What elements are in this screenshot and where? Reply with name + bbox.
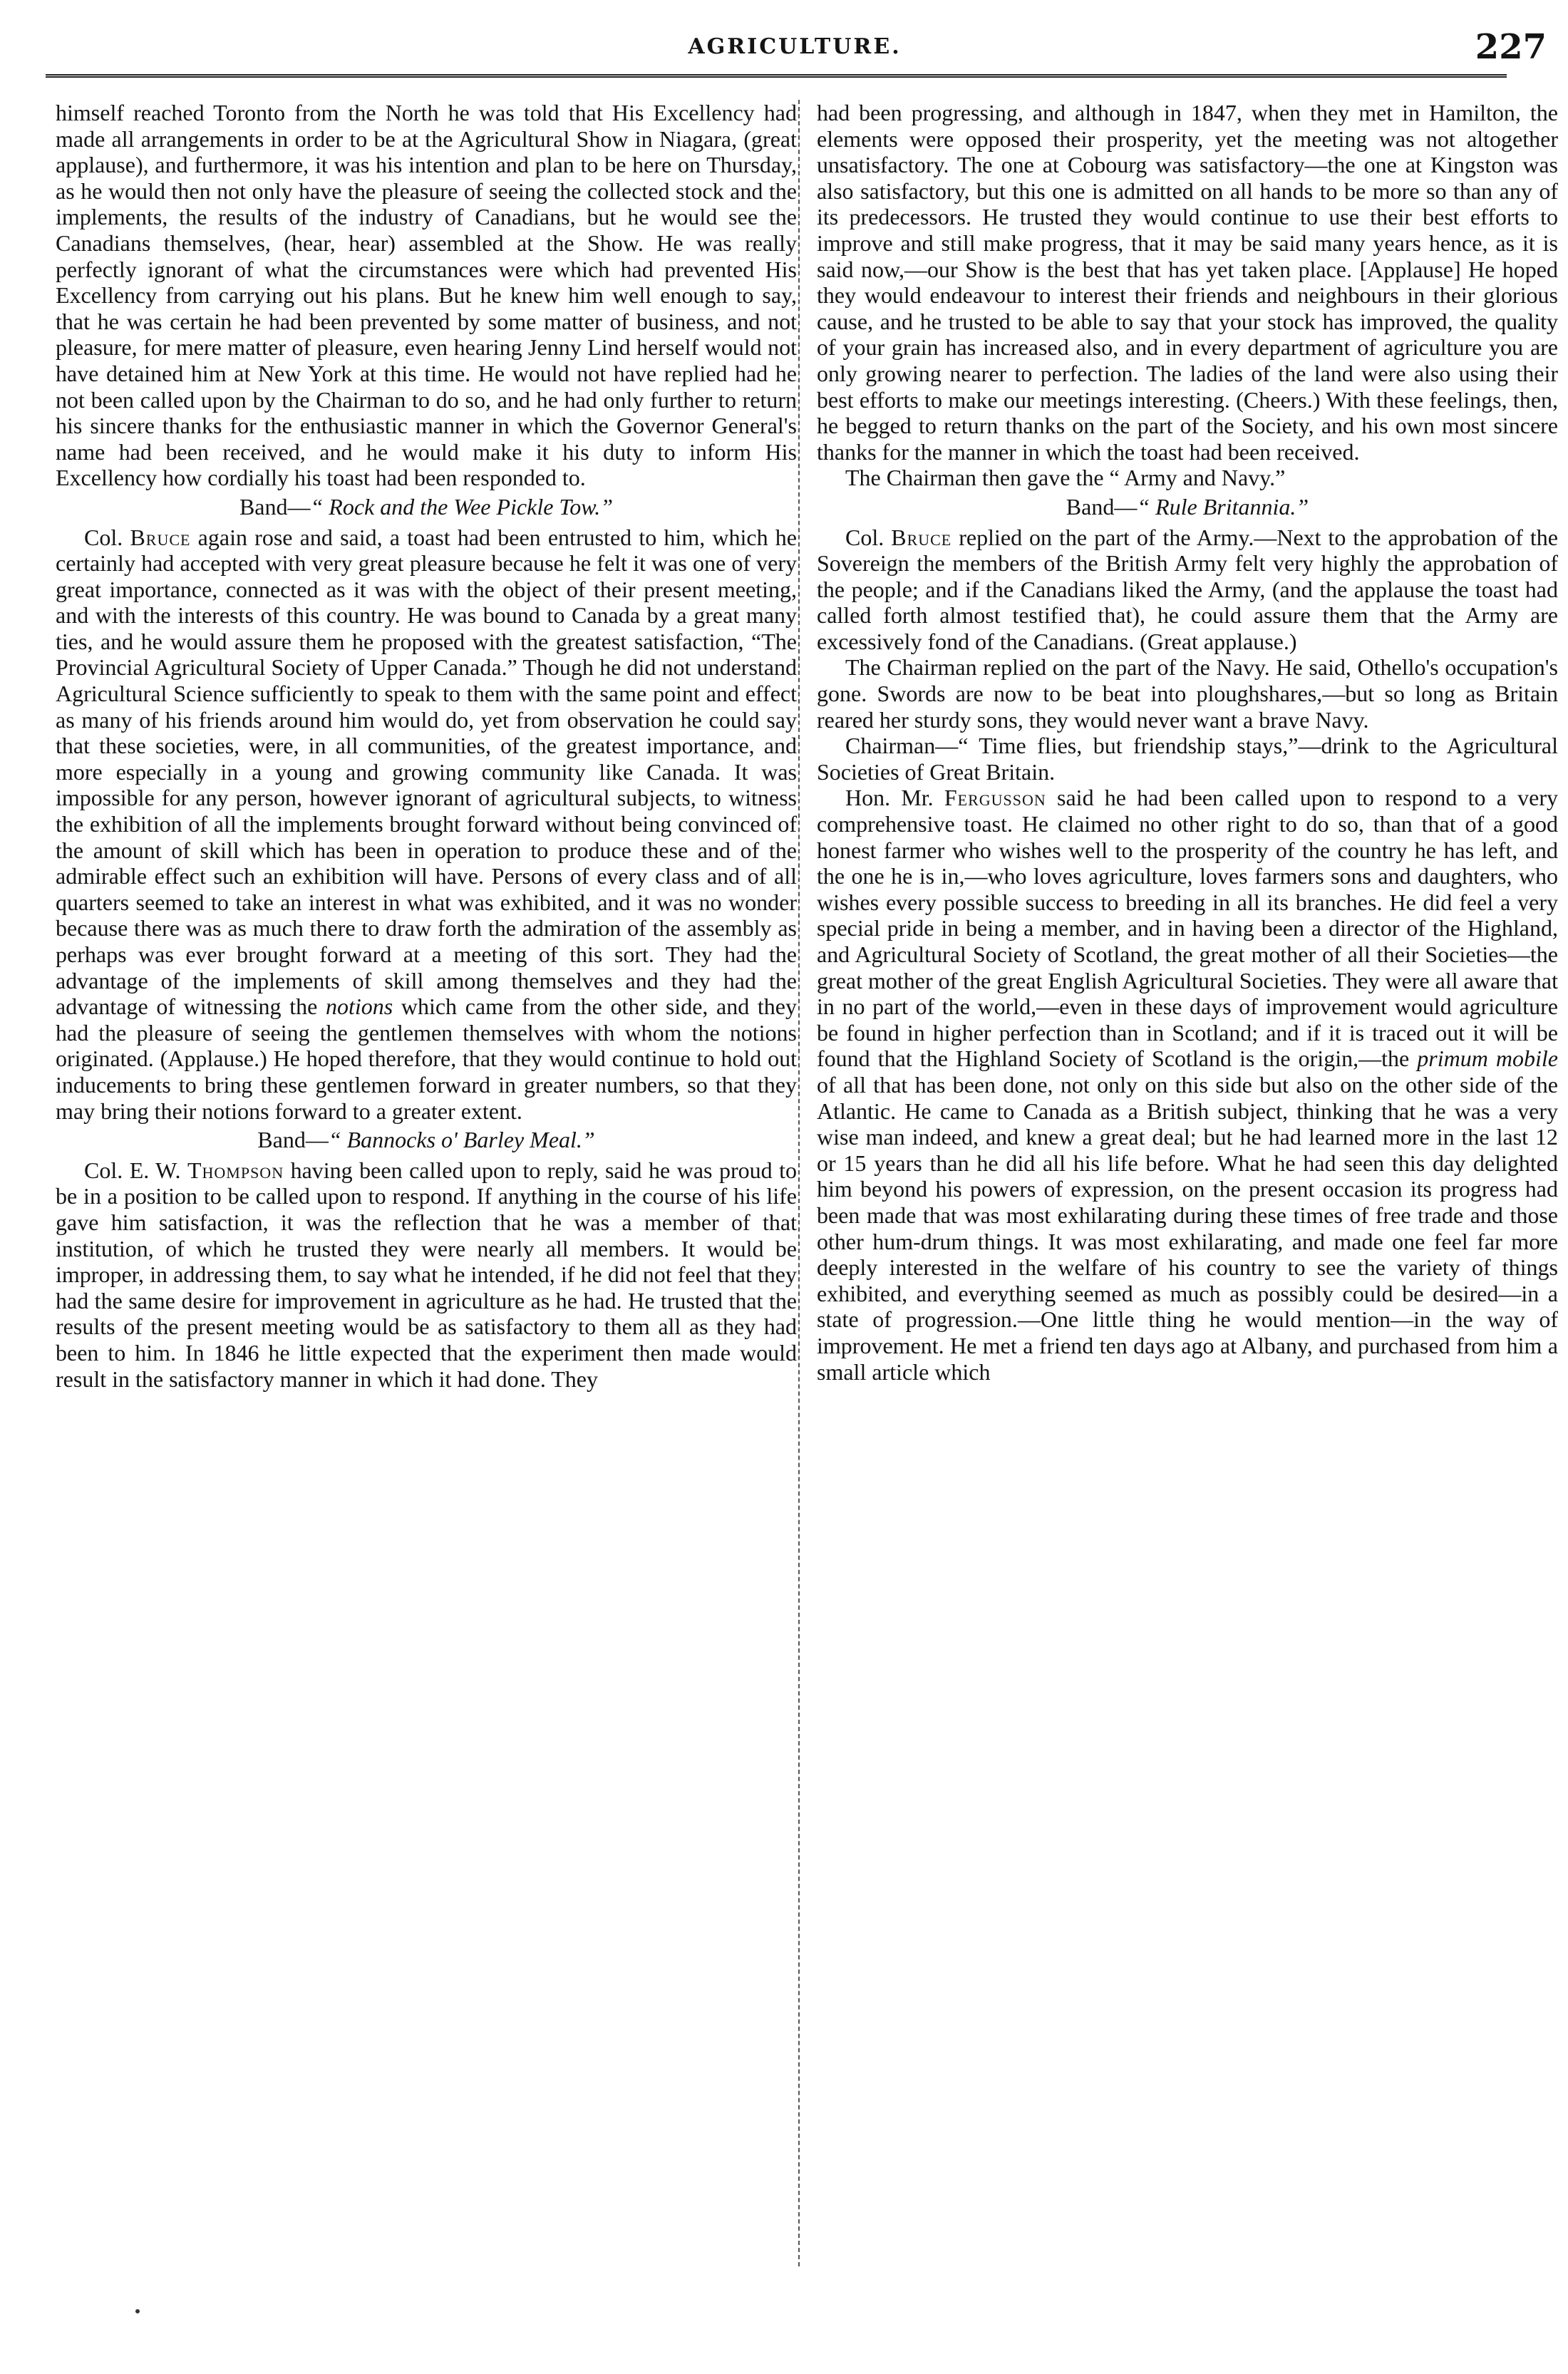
italic-text: notions bbox=[325, 994, 393, 1020]
running-title: AGRICULTURE. bbox=[688, 34, 902, 59]
text-run: replied on the part of the Army.—Next to the approbation of the Sovereign the members of the British Army felt very highly the approbation of the people; and if the Canadians liked the Army, (and the applause the toast had called forth almost testified that), he could assure them that the Army are excessively fond of the Canadians. (Great applause.) bbox=[817, 524, 1558, 654]
text-run: Hon. Mr. bbox=[845, 785, 944, 811]
running-head bbox=[43, 27, 1547, 74]
ink-dot bbox=[135, 2309, 140, 2313]
band-tune-title: “ Bannocks o' Barley Meal.” bbox=[328, 1127, 595, 1153]
italic-text: primum mobile bbox=[1417, 1046, 1558, 1072]
text-run: had been progressing, and although in 1847, when they met in Hamilton, the elements were opposed their prosperity, yet the meeting was not altogether unsatisfactory. The one at Cobourg was satisfactory—the one at Kingston was also satisfactory, but this one is admitted on all hands to be more so than any of its predecessors. He trusted they would continue to use their best efforts to improve and still make progress, that it may be said many years hence, as it is said now,—our Show is the best that has yet taken place. [Applause] He hoped they would endeavour to interest their friends and neighbours in their glorious cause, and he trusted to be able to say that your stock has improved, the quality of your grain has increased also, and in every department of agriculture you are only growing nearer to perfection. The ladies of the land were also using their best efforts to make our meetings interesting. (Cheers.) With these feelings, then, he begged to return thanks on the part of the Society, and his own most sincere thanks for the manner in which the toast had been received. bbox=[817, 100, 1558, 465]
speaker-name: Bruce bbox=[130, 524, 191, 550]
text-run: Chairman—“ Time flies, but friendship stays,”—drink to the Agricultural Societies of Great Britain. bbox=[817, 733, 1558, 785]
text-run: having been called upon to reply, said he was proud to be in a position to be called upon to respond. If anything in the course of his life gave him satisfaction, it was the reflection that he was a member of that institution, of which he trusted they were nearly all members. It would be improper, in addressing them, to say what he intended, if he did not feel that they had the same desire for improvement in agriculture as he had. He trusted that the results of the present meeting would be as satisfactory to them all as they had been to him. In 1846 he little expected that the experiment then made would result in the satisfactory manner in which it had done. They bbox=[56, 1157, 797, 1392]
band-prefix: Band— bbox=[1066, 493, 1138, 520]
band-line bbox=[817, 494, 1558, 520]
band-prefix: Band— bbox=[239, 493, 311, 520]
speaker-name: Thompson bbox=[187, 1157, 284, 1183]
paragraph bbox=[817, 465, 1558, 491]
paragraph bbox=[817, 525, 1558, 655]
text-run: The Chairman then gave the “ Army and Navy.” bbox=[845, 465, 1286, 491]
paragraph bbox=[56, 1157, 797, 1392]
text-run: himself reached Toronto from the North he was told that His Excellency had made all arrangements in order to be at the Agricultural Show in Niagara, (great applause), and furthermore, it was his intention and plan to be here on Thursday, as he would then not only have the pleasure of seeing the collected stock and the implements, the results of the industry of Canadians, but he would see the Canadians themselves, (hear, hear) assembled at the Show. He was really perfectly ignorant of what the circumstances were which had prevented His Excellency from carrying out his plans. But he knew him well enough to say, that he was certain he had been prevented by some matter of business, and not pleasure, for mere matter of pleasure, even hearing Jenny Lind herself would not have detained him at New York at this time. He would not have replied had he not been called upon by the Chairman to do so, and he had only further to return his sincere thanks for the enthusiastic manner in which the Governor General's name had been received, and he would make it his duty to inform His Excellency how cordially his toast had been responded to. bbox=[56, 100, 797, 491]
text-run: Col. E. W. bbox=[84, 1157, 187, 1183]
paragraph bbox=[817, 785, 1558, 1385]
paragraph bbox=[817, 654, 1558, 733]
paragraph bbox=[56, 100, 797, 491]
text-run: Col. bbox=[84, 524, 130, 550]
speaker-name: Bruce bbox=[891, 524, 952, 550]
band-tune-title: “ Rock and the Wee Pickle Tow.” bbox=[310, 493, 614, 520]
paragraph bbox=[817, 733, 1558, 785]
column-divider bbox=[798, 100, 800, 2266]
band-line bbox=[56, 1127, 797, 1153]
page-number: 227 bbox=[1475, 27, 1547, 67]
text-run: The Chairman replied on the part of the Navy. He said, Othello's occupation's gone. Swords are now to be beat into ploughshares,—but so long as Britain reared her sturdy sons, they would never want a brave Navy. bbox=[817, 654, 1558, 733]
text-run: which came from the other side, and they had the pleasure of seeing the gentlemen themselves with whom the notions originated. (Applause.) He hoped therefore, that they would continue to hold out inducements to bring these gentlemen forward in greater numbers, so that they may bring their notions forward to a greater extent. bbox=[56, 994, 797, 1124]
left-column bbox=[56, 100, 797, 2274]
text-run: said he had been called upon to respond to a very comprehensive toast. He claimed no other right to do so, than that of a good honest farmer who wishes well to the prosperity of the country he has left, and the one he is in,—who loves agriculture, loves farmers sons and daughters, who wishes every possible success to breeding in all its branches. He did feel a very special pride in being a member, and in having been a director of the Highland, and Agricultural Society of Scotland, the great mother of all their Societies—the great mother of the great English Agricultural Societies. They were all aware that in no part of the world,—even in these days of improvement would agriculture be found in higher perfection than in Scotland; and if it is traced out it will be found that the Highland Society of Scotland is the origin,—the bbox=[817, 785, 1558, 1072]
band-prefix: Band— bbox=[257, 1127, 329, 1153]
text-run: Col. bbox=[845, 524, 892, 550]
right-column bbox=[817, 100, 1558, 2274]
band-tune-title: “ Rule Britannia.” bbox=[1137, 493, 1309, 520]
header-rule bbox=[46, 74, 1507, 78]
band-line bbox=[56, 494, 797, 520]
text-run: of all that has been done, not only on this side but also on the other side of the Atlantic. He came to Canada as a British subject, thinking that he was a very wise man indeed, and knew a great deal; but he had learned more in the last 12 or 15 years than he did all his life before. What he had seen this day delighted him beyond his powers of expression, on the present occasion its progress had been made that was most exhilarating during these times of free trade and those other hum-drum things. It was most exhilarating, and made one feel far more deeply interested in the welfare of his country to see the variety of things exhibited, and everything seemed as much as possibly could be desired—in a state of progression.—One little thing he would mention—in the way of improvement. He met a friend ten days ago at Albany, and purchased from him a small article which bbox=[817, 1071, 1558, 1385]
speaker-name: Fergusson bbox=[944, 785, 1046, 811]
paragraph bbox=[56, 525, 797, 1125]
paragraph bbox=[817, 100, 1558, 465]
text-run: again rose and said, a toast had been entrusted to him, which he certainly had accepted with very great pleasure because he felt it was one of very great importance, connected as it was with the object of their present meeting, and with the interests of this country. He was bound to Canada by a great many ties, and he would assure them he proposed with the greatest satisfaction, “The Provincial Agricultural Society of Upper Canada.” Though he did not understand Agricultural Science sufficiently to speak to them with the same point and effect as many of his friends around him would do, yet from observation he could say that these societies, were, in all communities, of the greatest importance, and more especially in a young and growing community like Canada. It was impossible for any person, however ignorant of agricultural subjects, to witness the exhibition of all the implements brought forward without being convinced of the amount of skill which has been in operation to produce these and of the admirable effect such an exhibition will have. Persons of every class and of all quarters seemed to take an interest in what was exhibited, and it was no wonder because there was as much there to draw forth the admiration of the assembly as perhaps was ever brought forward at a meeting of this sort. They had the advantage of the implements of skill among themselves and they had the advantage of witnessing the bbox=[56, 524, 797, 1020]
